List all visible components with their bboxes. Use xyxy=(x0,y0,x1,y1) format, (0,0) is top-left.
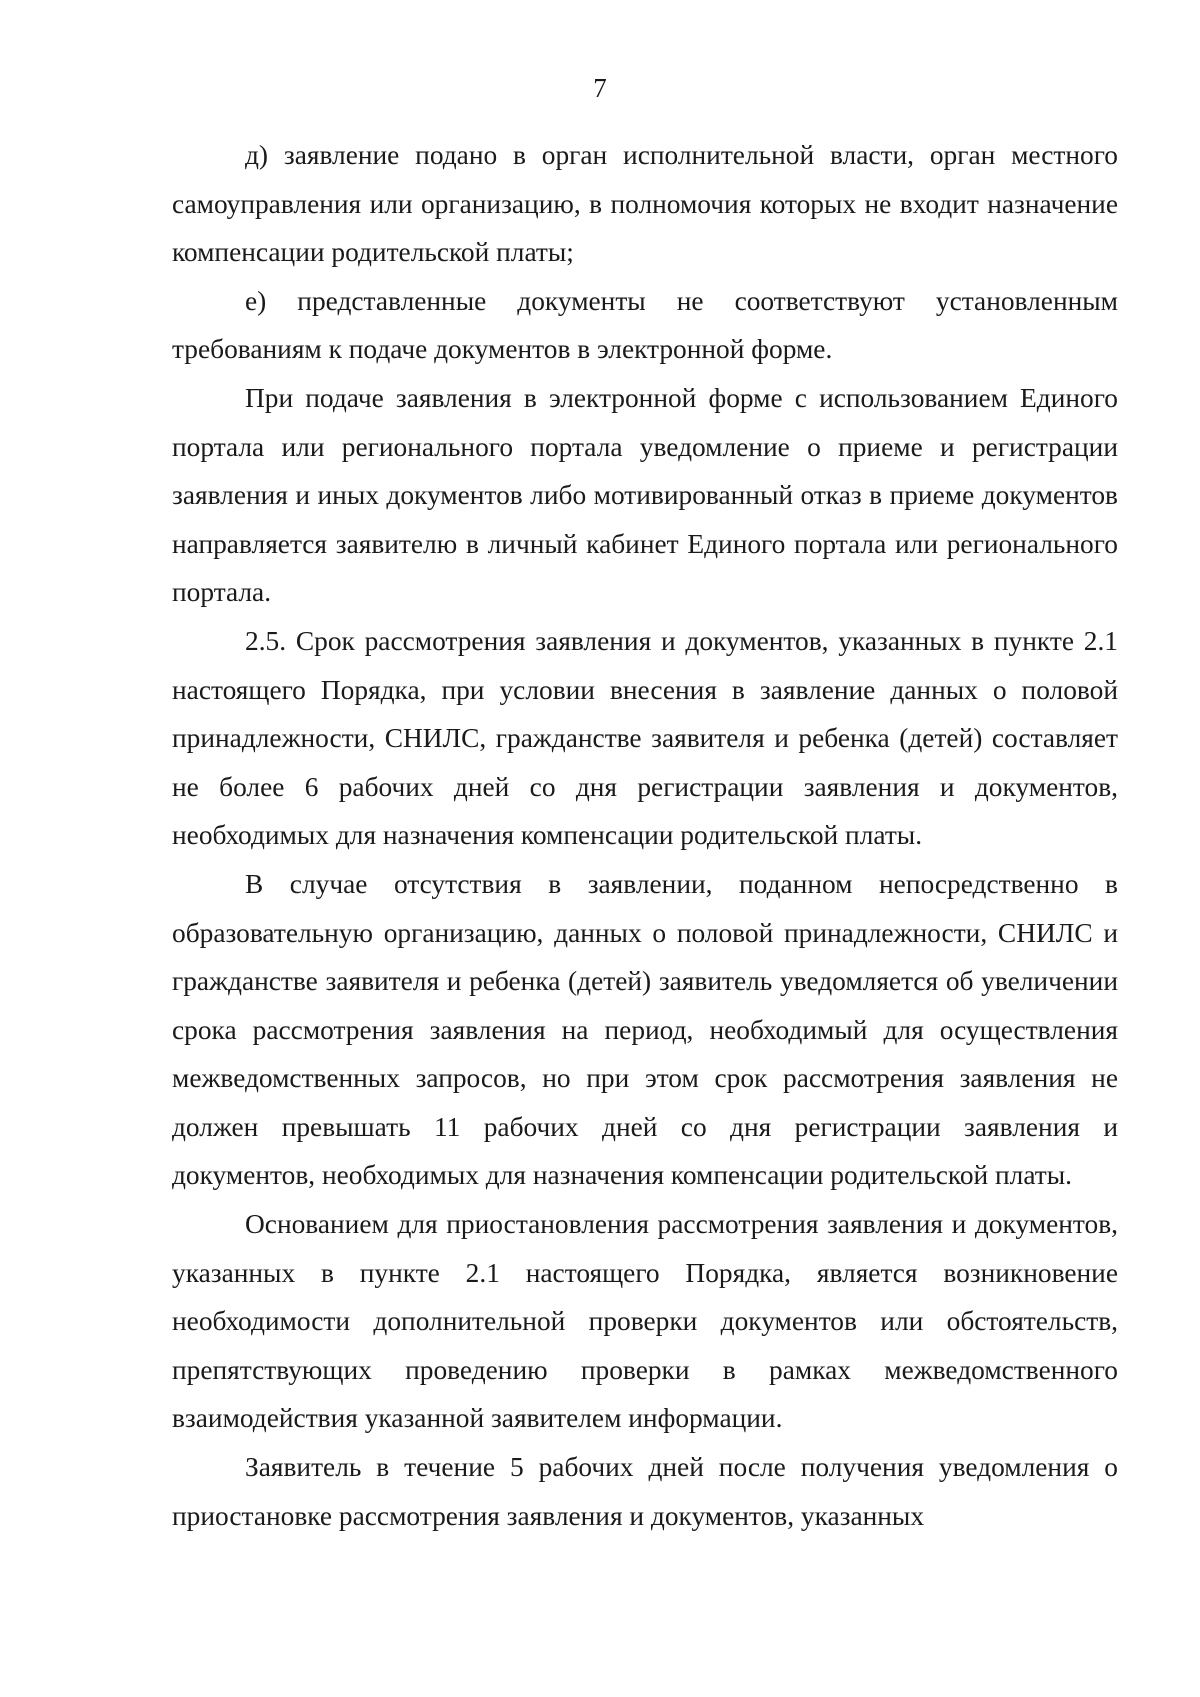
paragraph-suspension-grounds: Основанием для приостановления рассмотрения заявления и документов, указанных в пункте 2.1 настоящего Порядка, является возникновение необходимости дополнительной проверки документов или обстоятельств, препятствующих проведению проверки в рамках межведомственного взаимодействия указанной заявителем информации. xyxy=(172,1209,1118,1434)
paragraph-electronic-submission: При подаче заявления в электронной форме с использованием Единого портала или регионального портала уведомление о приеме и регистрации заявления и иных документов либо мотивированный отказ в приеме документов направляется заявителю в личный кабинет Единого портала или регионального портала. xyxy=(172,382,1118,608)
paragraph-applicant-notice: Заявитель в течение 5 рабочих дней после получения уведомления о приостановке рассмотрения заявления и документов, указанных xyxy=(172,1452,1118,1531)
paragraph-item-e: е) представленные документы не соответствуют установленным требованиям к подаче документов в электронной форме. xyxy=(172,285,1118,365)
page-number: 7 xyxy=(593,73,607,103)
document-body xyxy=(172,131,1118,1540)
paragraph-2-5-review-period: 2.5. Срок рассмотрения заявления и документов, указанных в пункте 2.1 настоящего Порядка, при условии внесения в заявление данных о половой принадлежности, СНИЛС, гражданстве заявителя и ребенка (детей) составляет не более 6 рабочих дней со дня регистрации заявления и документов, необходимых для назначения компенсации родительской платы. xyxy=(172,625,1118,851)
paragraph-missing-data: В случае отсутствия в заявлении, поданном непосредственно в образовательную организацию, данных о половой принадлежности, СНИЛС и гражданстве заявителя и ребенка (детей) заявитель уведомляется об увеличении срока рассмотрения заявления на период, необходимый для осуществления межведомственных запросов, но при этом срок рассмотрения заявления не должен превышать 11 рабочих дней со дня регистрации заявления и документов, необходимых для назначения компенсации родительской платы. xyxy=(172,868,1118,1191)
paragraph-item-d: д) заявление подано в орган исполнительной власти, орган местного самоуправления или организацию, в полномочия которых не входит назначение компенсации родительской платы; xyxy=(172,140,1118,268)
